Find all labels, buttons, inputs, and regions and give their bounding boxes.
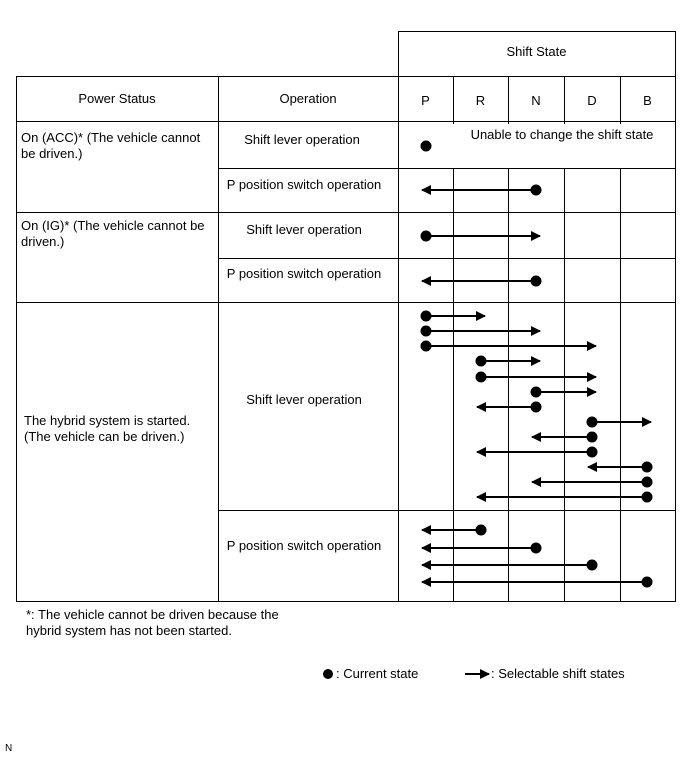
operation-hybrid-p-switch: P position switch operation [226,538,382,553]
col-header-p: P [421,93,430,108]
col-header-d: D [587,93,597,108]
current-state-dot-B [642,462,652,472]
legend-dot-icon [323,669,333,679]
power-status-hybrid-line1: The hybrid system is started. [24,413,191,428]
current-state-dot-B [642,492,652,502]
current-state-dot-P [421,231,431,241]
current-state-dot-R [476,372,486,382]
legend-selectable-states: : Selectable shift states [491,666,625,681]
current-state-dot-B [642,477,652,487]
operation-hybrid-shift-lever: Shift lever operation [246,392,362,407]
col-header-r: R [475,93,486,108]
shift-marks [421,141,652,587]
power-status-acc-line1: On (ACC)* (The vehicle cannot [21,130,201,145]
operation-ig-shift-lever: Shift lever operation [246,222,362,237]
corner-label: N [5,743,13,754]
operation-ig-p-switch: P position switch operation [226,266,382,281]
current-state-dot-B [642,577,652,587]
legend-current-state: : Current state [336,666,419,681]
current-state-dot-R [476,525,486,535]
header-operation: Operation [279,91,337,106]
current-state-dot-N [531,276,541,286]
footnote-line1: *: The vehicle cannot be driven because the [26,607,279,622]
power-status-ig-line1: On (IG)* (The vehicle cannot be [21,218,205,233]
current-state-dot-P [421,311,431,321]
power-status-acc-line2: be driven.) [21,146,83,161]
current-state-dot-P [421,326,431,336]
table-grid [17,32,676,602]
current-state-dot-N [531,402,541,412]
current-state-dot-N [531,387,541,397]
header-power-status: Power Status [78,91,156,106]
shift-state-title: Shift State [506,44,567,59]
current-state-dot-D [587,447,597,457]
current-state-dot-N [531,543,541,553]
current-state-dot-D [587,560,597,570]
table-body-border [17,77,676,602]
col-header-n: N [531,93,541,108]
current-state-dot-P [421,141,431,151]
power-status-hybrid-line2: (The vehicle can be driven.) [24,429,185,444]
operation-acc-shift-lever: Shift lever operation [244,132,360,147]
current-state-dot-D [587,417,597,427]
footnote-line2: hybrid system has not been started. [26,623,232,638]
unable-to-change-note: Unable to change the shift state [470,127,654,142]
current-state-dot-D [587,432,597,442]
current-state-dot-P [421,341,431,351]
current-state-dot-N [531,185,541,195]
operation-acc-p-switch: P position switch operation [226,177,382,192]
current-state-dot-R [476,356,486,366]
power-status-ig-line2: driven.) [21,234,65,249]
col-header-b: B [643,93,652,108]
